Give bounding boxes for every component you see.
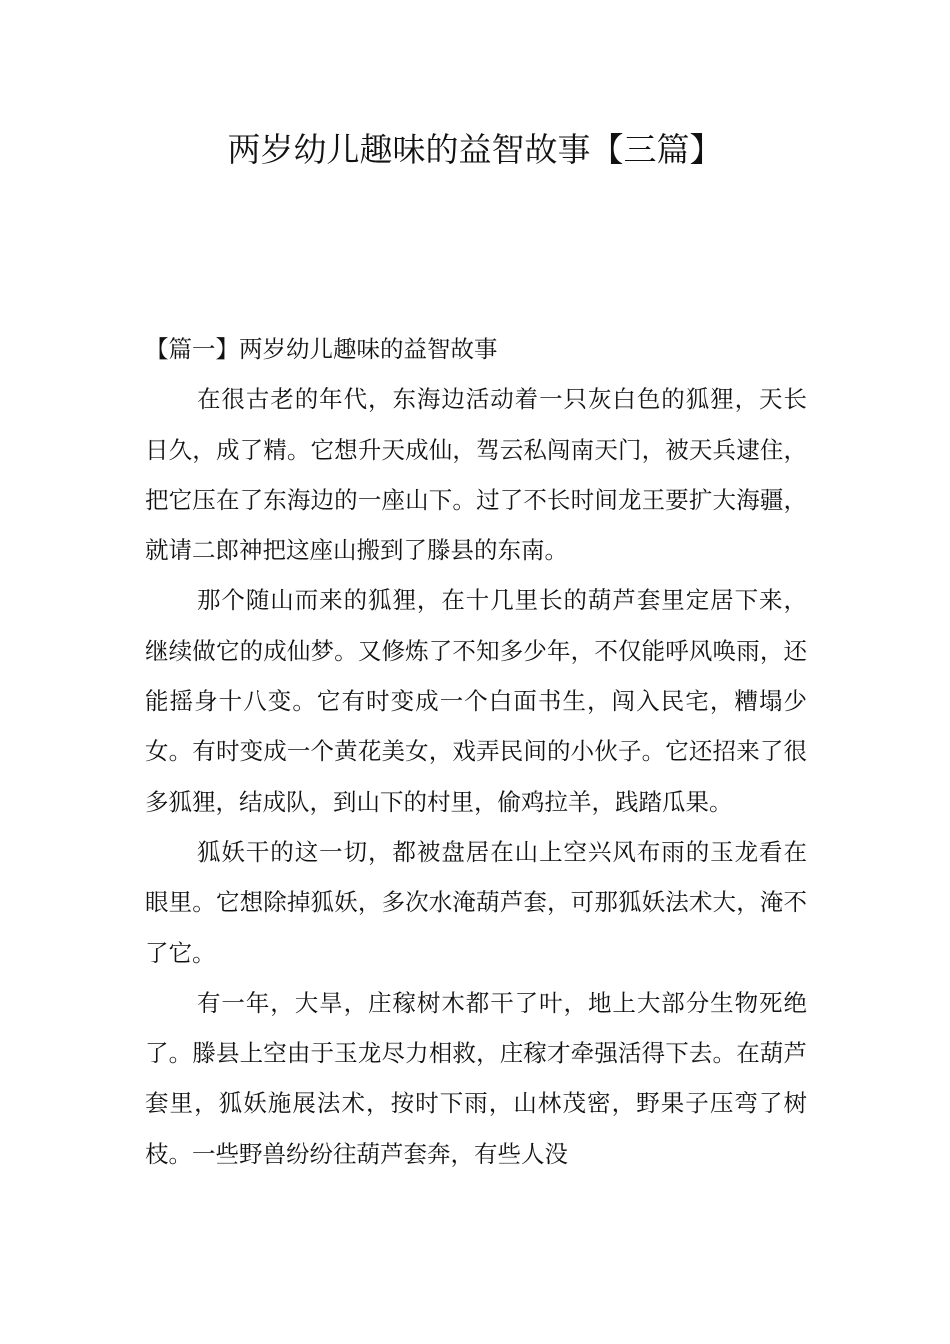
paragraph-1: 在很古老的年代，东海边活动着一只灰白色的狐狸，天长日久，成了精。它想升天成仙，驾云私闯南天门，被天兵逮住，把它压在了东海边的一座山下。过了不长时间龙王要扩大海疆，就请二郎神把这座山搬到了滕县的东南。 — [145, 385, 807, 565]
paragraph-3: 狐妖干的这一切，都被盘居在山上空兴风布雨的玉龙看在眼里。它想除掉狐妖，多次水淹葫芦套，可那狐妖法术大，淹不了它。 — [145, 837, 807, 967]
paragraph-2: 那个随山而来的狐狸，在十几里长的葫芦套里定居下来，继续做它的成仙梦。又修炼了不知多少年，不仅能呼风唤雨，还能摇身十八变。它有时变成一个白面书生，闯入民宅，糟塌少女。有时变成一个黄花美女，戏弄民间的小伙子。它还招来了很多狐狸，结成队，到山下的村里，偷鸡拉羊，践踏瓜果。 — [145, 586, 807, 816]
paragraph-4: 有一年，大旱，庄稼树木都干了叶，地上大部分生物死绝了。滕县上空由于玉龙尽力相救，庄稼才牵强活得下去。在葫芦套里，狐妖施展法术，按时下雨，山林茂密，野果子压弯了树枝。一些野兽纷纷往葫芦套奔，有些人没 — [145, 988, 807, 1168]
section-heading: 【篇一】两岁幼儿趣味的益智故事 — [145, 335, 498, 363]
document-body — [145, 324, 807, 1179]
document-title: 两岁幼儿趣味的益智故事【三篇】 — [227, 130, 723, 169]
